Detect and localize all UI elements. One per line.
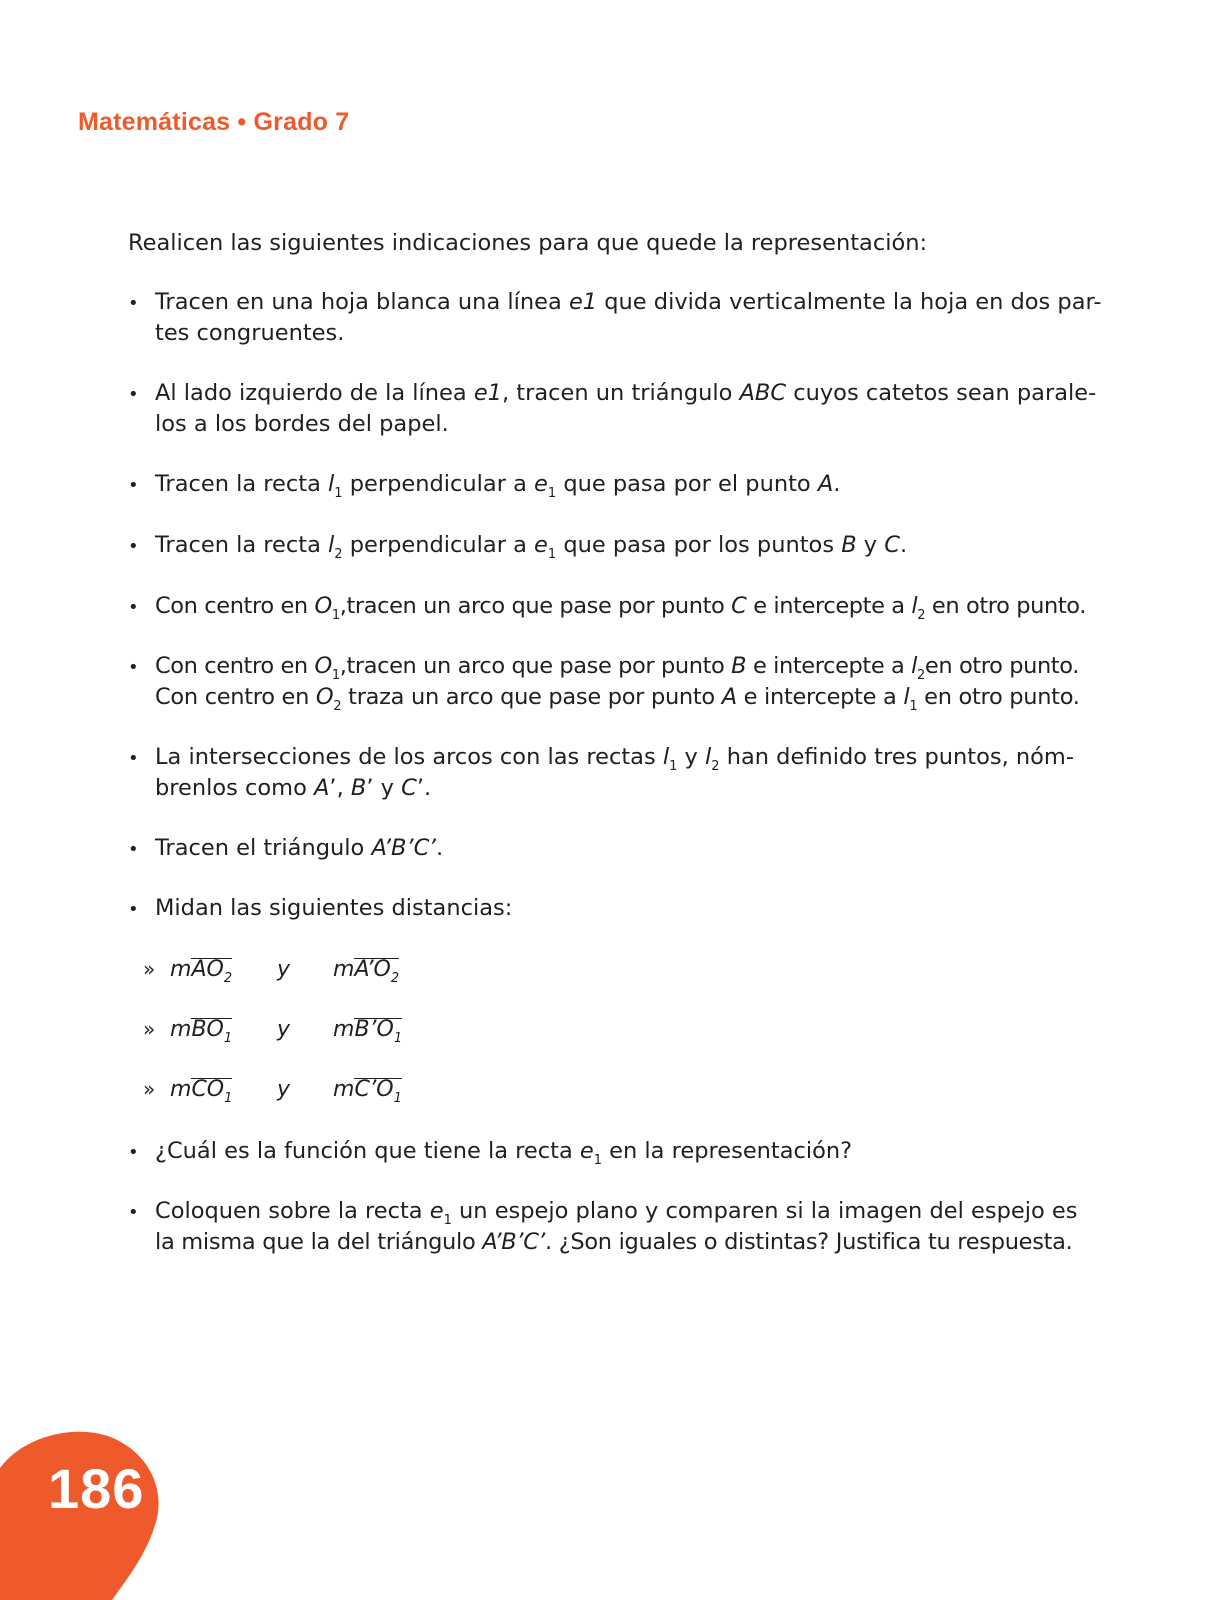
measure-connector: y: [277, 1077, 291, 1102]
intro-text: Realicen las siguientes indicaciones para que quede la representación:: [128, 230, 928, 256]
measure-connector: y: [277, 1017, 291, 1042]
bullet-icon: •: [128, 899, 139, 920]
list-item-text: La intersecciones de los arcos con las rectas $l_1$ y $l_2$ han definido tres puntos, nóm- brenlos como A’, B’ y C’.: [155, 744, 1074, 801]
measure-right: $mC’O_1$: [333, 1077, 402, 1106]
list-item-text: Tracen la recta $l_1$ perpendicular a $e_1$ que pasa por el punto A.: [155, 471, 841, 501]
bullet-icon: •: [128, 597, 139, 618]
bullet-icon: •: [128, 657, 139, 678]
measure-right: $mB’O_1$: [333, 1017, 403, 1046]
list-item-text: Tracen la recta $l_2$ perpendicular a $e_1$ que pasa por los puntos B y C.: [155, 532, 908, 562]
measure-connector: y: [277, 957, 291, 982]
guillemet-icon: »: [143, 957, 156, 981]
bullet-icon: •: [128, 536, 139, 557]
measure-left: mCO$_1$: [170, 1077, 233, 1106]
bullet-icon: •: [128, 475, 139, 496]
list-item-text: Tracen en una hoja blanca una línea e1 que divida verticalmente la hoja en dos par- tes congruentes.: [155, 289, 1102, 346]
measure-row: [143, 957, 443, 997]
list-item-text: Midan las siguientes distancias:: [155, 895, 513, 921]
page-header: Matemáticas • Grado 7: [78, 108, 350, 136]
list-item-text: Con centro en $O_1,tracen$ un arco que pase por punto B e intercepte a $l_2en$ otro punto. Con centro en $O_2$ traza un arco que pase por punto A e intercepte a $l_1$ en otro punto.: [155, 653, 1080, 714]
measure-left: mBO$_1$: [170, 1017, 233, 1046]
list-item-text: ¿Cuál es la función que tiene la recta $e_1$ en la representación?: [155, 1138, 853, 1168]
measure-row: [143, 1077, 443, 1117]
list-item-text: Con centro en $O_1,tracen$ un arco que pase por punto C e intercepte a $l_2$ en otro punto.: [155, 593, 1086, 623]
guillemet-icon: »: [143, 1077, 156, 1101]
guillemet-icon: »: [143, 1017, 156, 1041]
measure-right: $mA’O_2$: [333, 957, 400, 986]
bullet-icon: •: [128, 1202, 139, 1223]
bullet-icon: •: [128, 384, 139, 405]
list-item-text: Coloquen sobre la recta $e_1$ un espejo plano y comparen si la imagen del espejo es la misma que la del triángulo A’B’C’. ¿Son iguales o distintas? Justifica tu respuesta.: [155, 1198, 1078, 1255]
page-number: 186: [48, 1457, 145, 1520]
bullet-icon: •: [128, 748, 139, 769]
list-item-text: Al lado izquierdo de la línea e1, tracen un triángulo ABC cuyos catetos sean parale- los a los bordes del papel.: [155, 380, 1097, 437]
list-item-text: Tracen el triángulo A’B’C’.: [155, 835, 444, 861]
bullet-icon: •: [128, 293, 139, 314]
bullet-icon: •: [128, 1142, 139, 1163]
bullet-icon: •: [128, 839, 139, 860]
measure-row: [143, 1017, 443, 1057]
measure-left: mAO$_2$: [170, 957, 233, 986]
